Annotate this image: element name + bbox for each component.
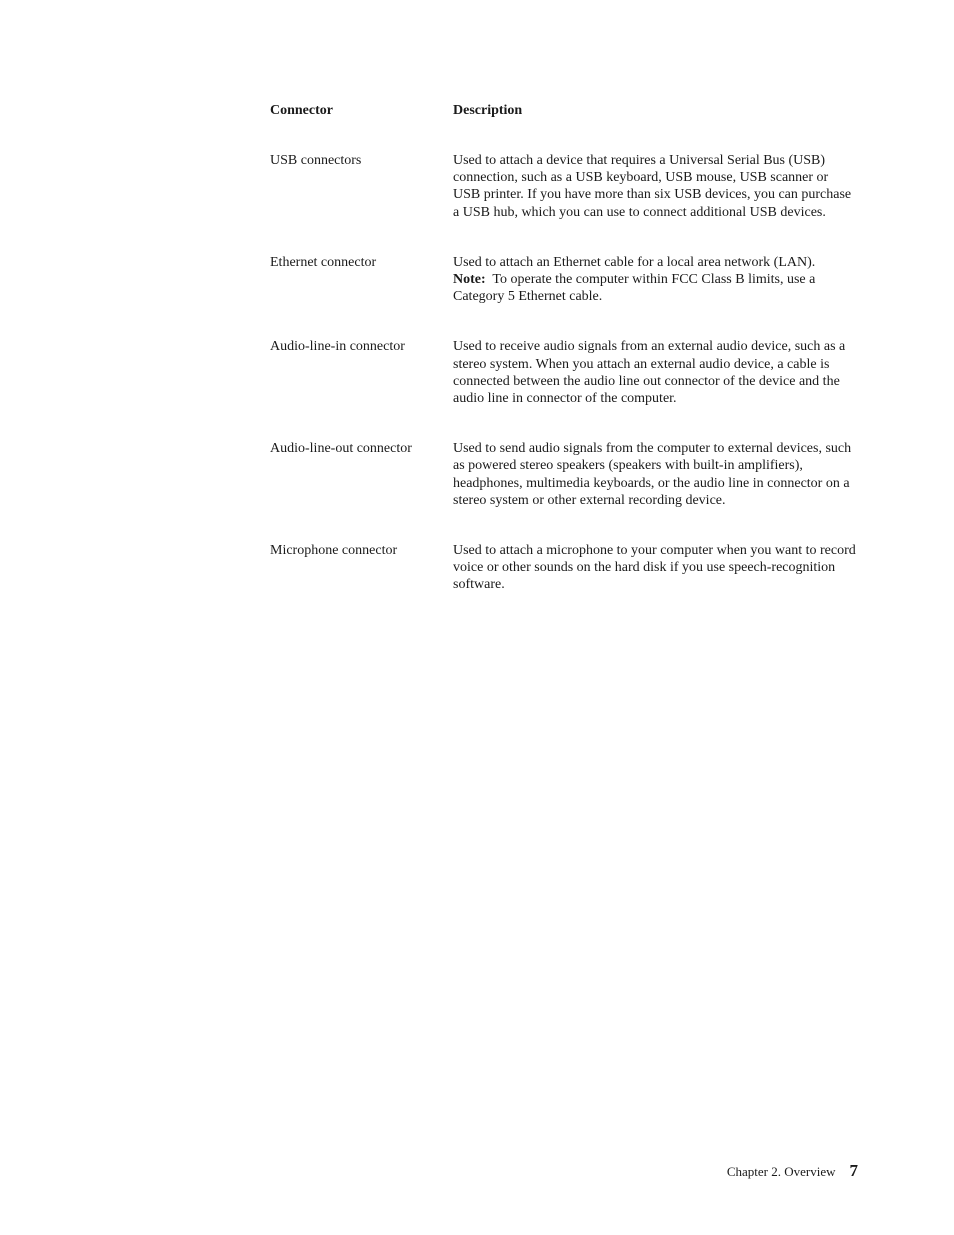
note <box>453 271 857 305</box>
connector-description: Used to attach an Ethernet cable for a local area network (LAN). <box>453 254 816 270</box>
connector-name: Audio-line-out connector <box>270 441 412 457</box>
header-connector: Connector <box>270 103 333 118</box>
connector-description-block <box>453 254 857 306</box>
connector-name: Microphone connector <box>270 543 398 559</box>
table-row-usb <box>270 152 860 221</box>
connector-name: Audio-line-in connector <box>270 339 405 355</box>
header-description: Description <box>453 103 523 118</box>
table-header-row <box>270 102 860 152</box>
table-row-audio-line-in <box>270 338 860 407</box>
chapter-title: Chapter 2. Overview <box>726 1164 836 1179</box>
table-row-ethernet <box>270 254 860 306</box>
connector-name: Ethernet connector <box>270 254 377 270</box>
page-number: 7 <box>849 1161 858 1180</box>
connector-description: Used to attach a device that requires a Universal Serial Bus (USB) connection, such as a USB keyboard, USB mouse, USB scanner or USB printer. If you have more than six USB devices, you can purchase a USB hub, which you can use to connect additional USB devices. <box>453 153 852 220</box>
note-label: Note: <box>453 272 486 288</box>
page-footer <box>727 1162 858 1180</box>
note-text: To operate the computer within FCC Class B limits, use a Category 5 Ethernet cable. <box>453 272 816 305</box>
connector-table <box>270 102 860 627</box>
connector-description: Used to send audio signals from the computer to external devices, such as powered stereo speakers (speakers with built-in amplifiers), headphones, multimedia keyboards, or the audio line in connector on a stereo system or other external recording device. <box>453 441 852 508</box>
connector-description: Used to attach a microphone to your computer when you want to record voice or other sounds on the hard disk if you use speech-recognition software. <box>453 543 856 593</box>
connector-name: USB connectors <box>270 153 362 168</box>
table-row-microphone <box>270 542 860 594</box>
table-row-audio-line-out <box>270 440 860 509</box>
connector-description: Used to receive audio signals from an external audio device, such as a stereo system. When you attach an external audio device, a cable is connected between the audio line out connector of the device and the audio line in connector of the computer. <box>453 339 846 407</box>
